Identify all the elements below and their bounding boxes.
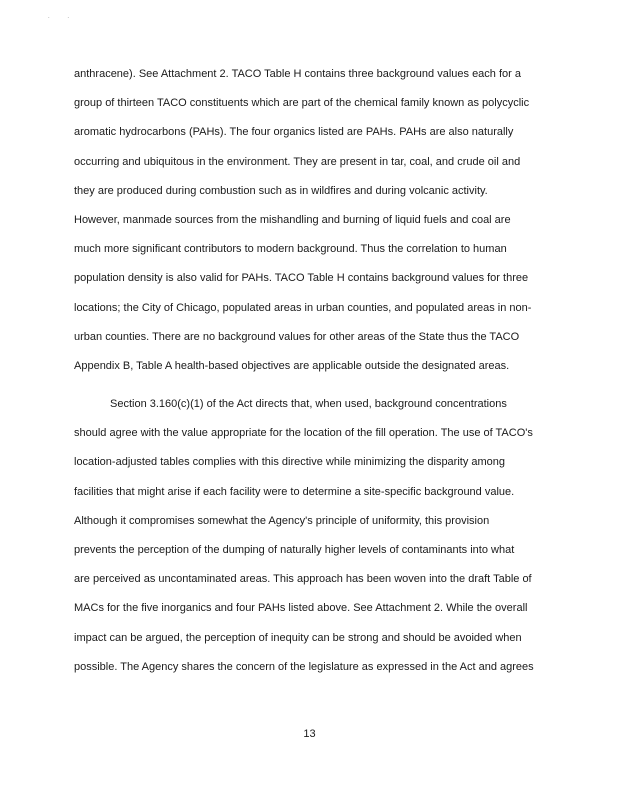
text-line: much more significant contributors to modern background. Thus the correlation to human	[74, 243, 507, 256]
text-line: they are produced during combustion such as in wildfires and during volcanic activity.	[74, 184, 488, 197]
text-line: However, manmade sources from the mishandling and burning of liquid fuels and coal are	[74, 213, 511, 226]
text-line: are perceived as uncontaminated areas. This approach has been woven into the draft Table of	[74, 573, 532, 586]
paragraph-2	[74, 390, 554, 682]
text-line: Although it compromises somewhat the Agency's principle of uniformity, this provision	[74, 514, 490, 527]
text-line: possible. The Agency shares the concern of the legislature as expressed in the Act and agrees	[74, 660, 534, 673]
text-line: should agree with the value appropriate for the location of the fill operation. The use of TACO's	[74, 427, 533, 440]
text-line: Appendix B, Table A health-based objectives are applicable outside the designated areas.	[74, 359, 510, 372]
text-line: aromatic hydrocarbons (PAHs). The four organics listed are PAHs. PAHs are also naturally	[74, 126, 514, 139]
text-line-indented: Section 3.160(c)(1) of the Act directs that, when used, background concentrations	[110, 398, 507, 411]
page-number: 13	[303, 728, 316, 740]
text-line: facilities that might arise if each facility were to determine a site-specific background value.	[74, 485, 515, 498]
text-line: urban counties. There are no background values for other areas of the State thus the TACO	[74, 330, 520, 343]
text-line: impact can be argued, the perception of inequity can be strong and should be avoided when	[74, 631, 522, 644]
text-line: locations; the City of Chicago, populated areas in urban counties, and populated areas in non-	[74, 301, 532, 314]
body-text	[74, 60, 554, 682]
text-line: MACs for the five inorganics and four PAHs listed above. See Attachment 2. While the overall	[74, 602, 528, 615]
text-line: prevents the perception of the dumping of naturally higher levels of contaminants into what	[74, 544, 515, 556]
text-line: occurring and ubiquitous in the environment. They are present in tar, coal, and crude oil and	[74, 155, 521, 168]
text-line: group of thirteen TACO constituents which are part of the chemical family known as polycyclic	[74, 97, 530, 110]
paragraph-gap	[74, 381, 554, 390]
text-line: location-adjusted tables complies with this directive while minimizing the disparity among	[74, 456, 506, 469]
scan-marks: . .	[48, 14, 78, 20]
text-line: anthracene). See Attachment 2. TACO Table H contains three background values each for a	[74, 68, 521, 80]
text-line: population density is also valid for PAHs. TACO Table H contains background values for three	[74, 272, 529, 285]
paragraph-1	[74, 60, 554, 381]
